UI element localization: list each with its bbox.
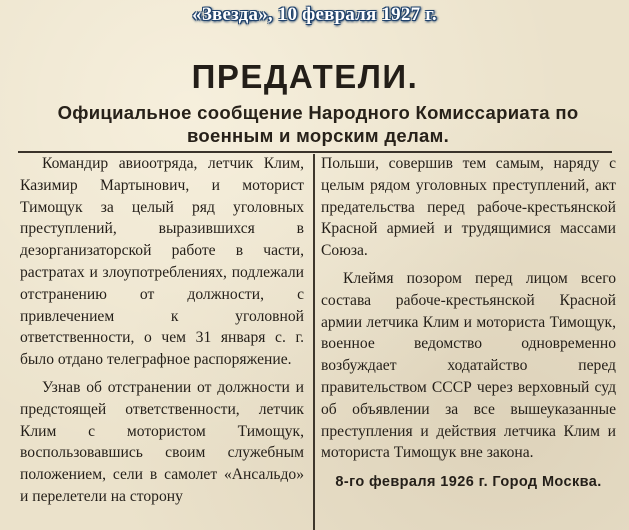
source-caption: «Звезда», 10 февраля 1927 г. bbox=[192, 4, 437, 25]
right-paragraph-1: Польши, совершив тем самым, наряду с целым рядом уголовных преступлений, акт предательства перед рабоче-крестьянской Красной армией и трудящимися массами Союза. bbox=[321, 155, 616, 260]
article-signoff: 8-го февраля 1926 г. Город Москва. bbox=[335, 474, 602, 491]
left-paragraph-1: Командир авиоотряда, летчик Клим, Казимир Мартынович, и моторист Тимощук за целый ряд уголовных преступлений, выразившихся в дезорганизаторской работе в части, растратах и злоупотреблениях, подлежали отстранению от должности, с привлечением к уголовной ответственности, о чем 31 января с. г. было отдано телеграфное распоряжение. bbox=[20, 155, 304, 369]
article-headline: ПРЕДАТЕЛИ. bbox=[191, 58, 419, 95]
right-paragraph-2: Клеймя позором перед лицом всего состава рабоче-крестьянской Красной армии летчика Клим и моториста Тимощук, военное ведомство одновременно возбуждает ходатайство перед правительством СССР через верховный суд об объявлении за все вышеуказанные преступления и действия летчика Клим и моториста Тимощук вне закона. bbox=[321, 269, 616, 462]
article-column-left bbox=[20, 153, 304, 508]
article-subheadline: Официальное сообщение Народного Комиссариата по военным и морским делам. bbox=[57, 102, 579, 146]
article-column-right bbox=[321, 153, 616, 494]
left-paragraph-2: Узнав об отстранении от должности и предстоящей ответственности, летчик Клим с мотористом Тимощук, воспользовавшись своим служебным положением, сели в самолет «Ансальдо» и перелетели на сторону bbox=[20, 378, 304, 505]
column-divider bbox=[313, 154, 315, 530]
